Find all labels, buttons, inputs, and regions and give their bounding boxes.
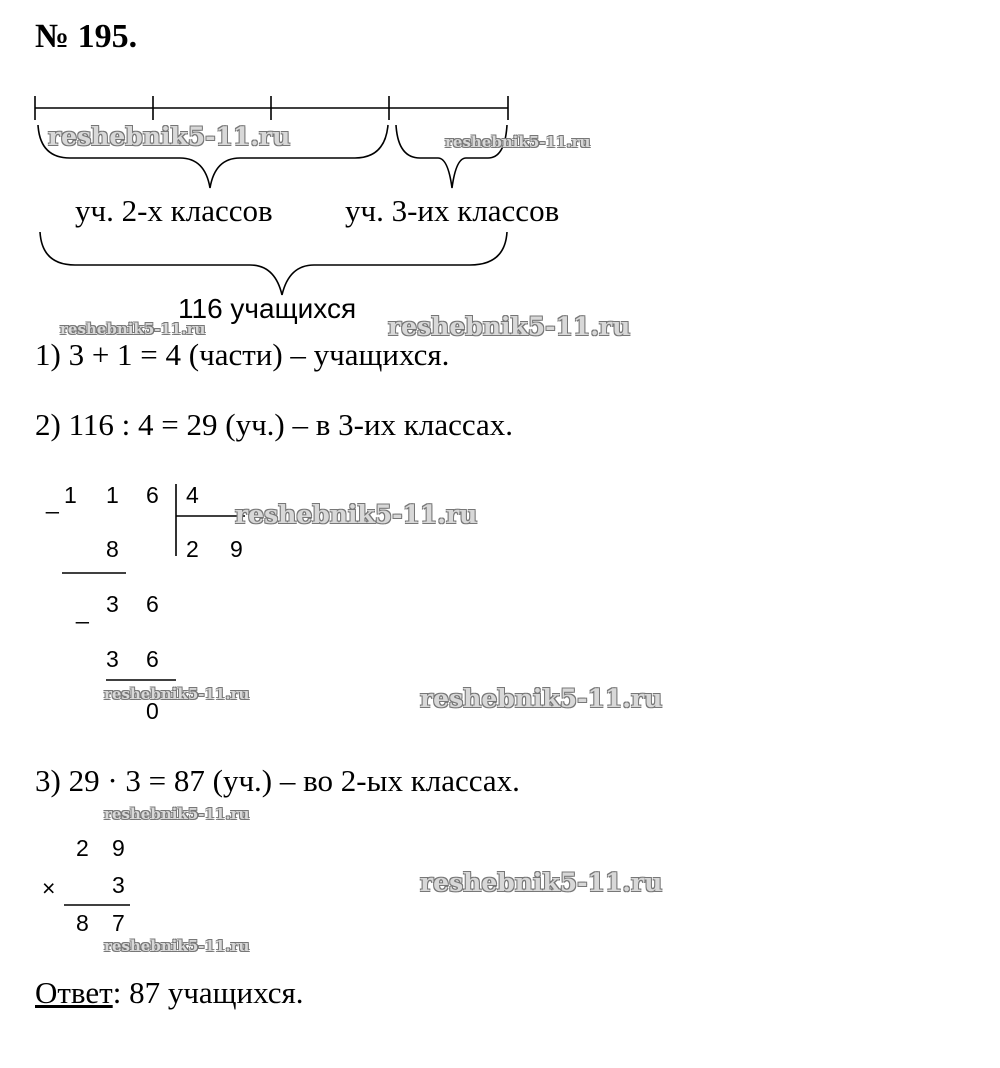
dividend-digit-3: 6 xyxy=(146,482,159,508)
multiply-sign: × xyxy=(42,875,56,901)
product-digit-2: 7 xyxy=(112,910,125,936)
subtrahend-2-digit-2: 6 xyxy=(146,646,159,672)
quotient-digit-2: 9 xyxy=(230,536,243,562)
watermark: reshebnik5-11.ru xyxy=(420,684,663,713)
watermark: reshebnik5-11.ru xyxy=(104,805,250,823)
step-2: 2) 116 : 4 = 29 (уч.) – в 3-их классах. xyxy=(35,407,514,442)
dividend-digit-1: 1 xyxy=(64,482,77,508)
label-total: 116 учащихся xyxy=(178,293,357,324)
watermark: reshebnik5-11.ru xyxy=(104,685,250,703)
dividend-digit-2: 1 xyxy=(106,482,119,508)
subtrahend-1: 8 xyxy=(106,536,119,562)
watermark: reshebnik5-11.ru xyxy=(104,937,250,955)
final-remainder: 0 xyxy=(146,698,159,724)
multiplier: 3 xyxy=(112,872,125,898)
answer-text: : 87 учащихся. xyxy=(112,975,304,1010)
watermark: reshebnik5-11.ru xyxy=(60,320,206,338)
remainder-digit-1: 3 xyxy=(106,591,119,617)
divisor: 4 xyxy=(186,482,199,508)
quotient-digit-1: 2 xyxy=(186,536,199,562)
product-digit-1: 8 xyxy=(76,910,89,936)
watermark: reshebnik5-11.ru xyxy=(420,868,663,897)
label-third-classes: уч. 3-их классов xyxy=(345,193,560,228)
step-1: 1) 3 + 1 = 4 (части) – учащихся. xyxy=(35,337,450,372)
watermark: reshebnik5-11.ru xyxy=(445,133,591,151)
remainder-digit-2: 6 xyxy=(146,591,159,617)
answer-line xyxy=(35,975,304,1011)
watermark: reshebnik5-11.ru xyxy=(48,122,291,151)
step-3: 3) 29 · 3 = 87 (уч.) – во 2-ых классах. xyxy=(35,763,520,798)
watermark: reshebnik5-11.ru xyxy=(235,500,478,529)
multiplicand-digit-2: 9 xyxy=(112,835,125,861)
label-second-classes: уч. 2-х классов xyxy=(75,193,273,228)
division-minus-2: _ xyxy=(76,598,89,624)
watermark: reshebnik5-11.ru xyxy=(388,312,631,341)
answer-label: Ответ xyxy=(35,975,113,1010)
problem-title: № 195. xyxy=(35,18,138,55)
division-minus-1: _ xyxy=(46,488,59,514)
subtrahend-2-digit-1: 3 xyxy=(106,646,119,672)
brace-total xyxy=(40,232,507,295)
multiplicand-digit-1: 2 xyxy=(76,835,89,861)
